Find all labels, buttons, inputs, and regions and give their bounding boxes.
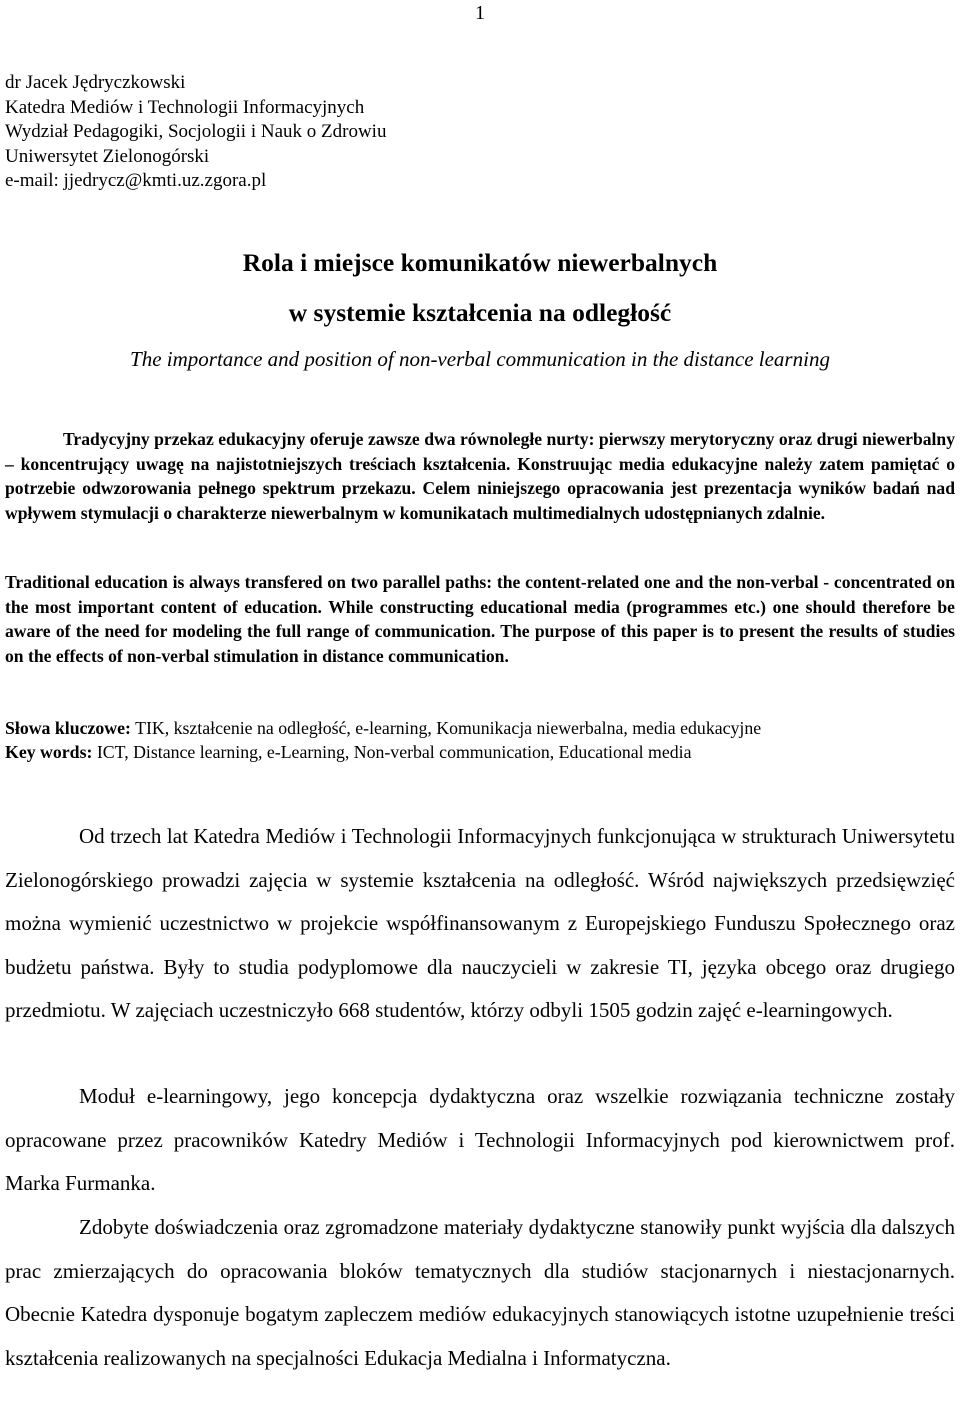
author-faculty: Wydział Pedagogiki, Socjologii i Nauk o Zdrowiu xyxy=(5,121,387,142)
keywords-polish xyxy=(5,716,955,741)
title-line-2: w systemie kształcenia na odległość xyxy=(288,298,672,327)
author-name: dr Jacek Jędryczkowski xyxy=(5,72,186,93)
keywords-polish-label: Słowa kluczowe: xyxy=(5,718,131,738)
title-block xyxy=(0,238,960,374)
keywords-english-label: Key words: xyxy=(5,742,93,762)
author-university: Uniwersytet Zielonogórski xyxy=(5,145,210,167)
abstract-polish: Tradycyjny przekaz edukacyjny oferuje zawsze dwa równoległe nurty: pierwszy merytoryczny oraz drugi niewerbalny – koncentrujący uwagę na najistotniejszych treściach kształcenia. Konstruując media edukacyjne należy zatem pamiętać o potrzebie odwzorowania pełnego spektrum przekazu. Celem niniejszego opracowania jest prezentacja wyników badań nad wpływem stymulacji o charakterze niewerbalnym w komunikatach multimedialnych udostępnianych zdalnie. xyxy=(5,429,955,523)
keywords-english-value: ICT, Distance learning, e-Learning, Non-verbal communication, Educational media xyxy=(92,742,692,762)
keywords-polish-value: TIK, kształcenie na odległość, e-learning, Komunikacja niewerbalna, media edukacyjne xyxy=(130,718,762,738)
abstract-english: Traditional education is always transfered on two parallel paths: the content-related one and the non-verbal - concentrated on the most important content of education. While constructing educational media (programmes etc.) one should therefore be aware of the need for modeling the full range of communication. The purpose of this paper is to present the results of studies on the effects of non-verbal stimulation in distance communication. xyxy=(5,572,955,666)
title-english: The importance and position of non-verbal communication in the distance learning xyxy=(130,347,830,371)
page-number: 1 xyxy=(475,2,485,24)
author-department: Katedra Mediów i Technologii Informacyjnych xyxy=(5,96,365,118)
title-line-1: Rola i miejsce komunikatów niewerbalnych xyxy=(242,248,718,277)
author-email: e-mail: jjedrycz@kmti.uz.zgora.pl xyxy=(5,170,267,191)
body-paragraph-1: Od trzech lat Katedra Mediów i Technologii Informacyjnych funkcjonująca w strukturach Uniwersytetu Zielonogórskiego prowadzi zajęcia w systemie kształcenia na odległość. Wśród największych przedsięwzięć można wymienić uczestnictwo w projekcie współfinansowanym z Europejskiego Funduszu Społecznego oraz budżetu państwa. Były to studia podyplomowe dla nauczycieli w zakresie TI, języka obcego oraz drugiego przedmiotu. W zajęciach uczestniczyło 668 studentów, którzy odbyli 1505 godzin zajęć e-learningowych. xyxy=(5,824,955,1022)
body-paragraph-2: Moduł e-learningowy, jego koncepcja dydaktyczna oraz wszelkie rozwiązania techniczne zostały opracowane przez pracowników Katedry Mediów i Technologii Informacyjnych pod kierownictwem prof. Marka Furmanka. xyxy=(5,1084,955,1195)
keywords-english xyxy=(5,740,955,765)
author-block xyxy=(5,71,386,194)
body-paragraph-3: Zdobyte doświadczenia oraz zgromadzone materiały dydaktyczne stanowiły punkt wyjścia dla dalszych prac zmierzających do opracowania bloków tematycznych dla studiów stacjonarnych i niestacjonarnych. Obecnie Katedra dysponuje bogatym zapleczem mediów edukacyjnych stanowiących istotne uzupełnienie treści kształcenia realizowanych na specjalności Edukacja Medialna i Informatyczna. xyxy=(5,1215,955,1370)
